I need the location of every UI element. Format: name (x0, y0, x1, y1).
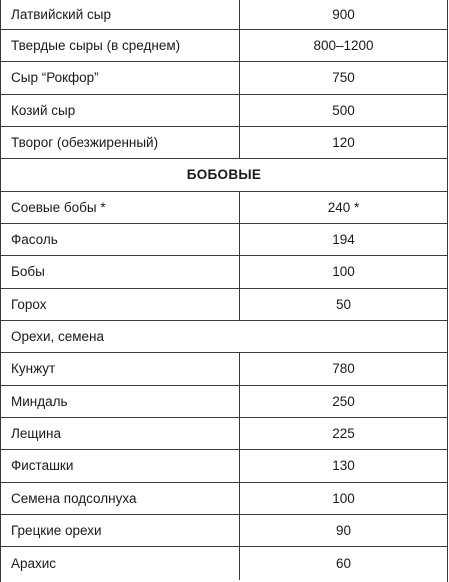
table-row (1, 224, 447, 256)
food-name: Горох (1, 289, 240, 320)
food-value: 100 (332, 264, 355, 280)
food-value: 500 (332, 102, 355, 118)
food-name: Козий сыр (1, 95, 240, 126)
food-value: 780 (332, 361, 355, 377)
table-row (1, 547, 447, 579)
table-row (1, 418, 447, 450)
food-name: Лещина (1, 418, 240, 449)
table-row (1, 289, 447, 321)
table-row (1, 0, 447, 30)
food-name: Фасоль (1, 224, 240, 255)
food-value: 250 (332, 393, 355, 409)
food-name: Творог (обезжиренный) (1, 127, 240, 158)
table-row (1, 386, 447, 418)
food-name: Сыр “Рокфор” (1, 62, 240, 93)
table-row (1, 450, 447, 482)
food-value: 130 (332, 458, 355, 474)
table-row (1, 483, 447, 515)
food-name: Бобы (1, 256, 240, 287)
table-row (1, 256, 447, 288)
food-name: Твердые сыры (в среднем) (1, 30, 240, 61)
food-value: 194 (332, 232, 355, 248)
food-name: Кунжут (1, 353, 240, 384)
food-value: 900 (332, 7, 355, 22)
food-value: 240 * (327, 199, 360, 215)
subsection-label: Орехи, семена (11, 329, 105, 345)
food-value: 50 (335, 296, 352, 312)
table-row (1, 95, 447, 127)
section-header: БОБОВЫЕ (186, 167, 262, 183)
table-row (1, 62, 447, 94)
section-header-row (1, 159, 447, 191)
food-name: Соевые бобы * (1, 192, 240, 223)
table-row (1, 30, 447, 62)
food-value: 90 (335, 523, 352, 539)
food-name: Фисташки (1, 450, 240, 481)
food-value: 225 (332, 426, 355, 442)
food-name: Арахис (1, 547, 240, 579)
food-name: Грецкие орехи (1, 515, 240, 546)
subsection-row (1, 321, 447, 353)
food-value: 800–1200 (313, 38, 374, 54)
table-row (1, 353, 447, 385)
food-name: Семена подсолнуха (1, 483, 240, 514)
table-row (1, 192, 447, 224)
food-value: 60 (335, 555, 352, 571)
table-row (1, 127, 447, 159)
food-name: Миндаль (1, 386, 240, 417)
food-name: Латвийский сыр (1, 0, 240, 29)
food-value: 100 (332, 490, 355, 506)
food-value: 750 (332, 70, 355, 86)
table-row (1, 515, 447, 547)
food-value: 120 (332, 135, 355, 151)
